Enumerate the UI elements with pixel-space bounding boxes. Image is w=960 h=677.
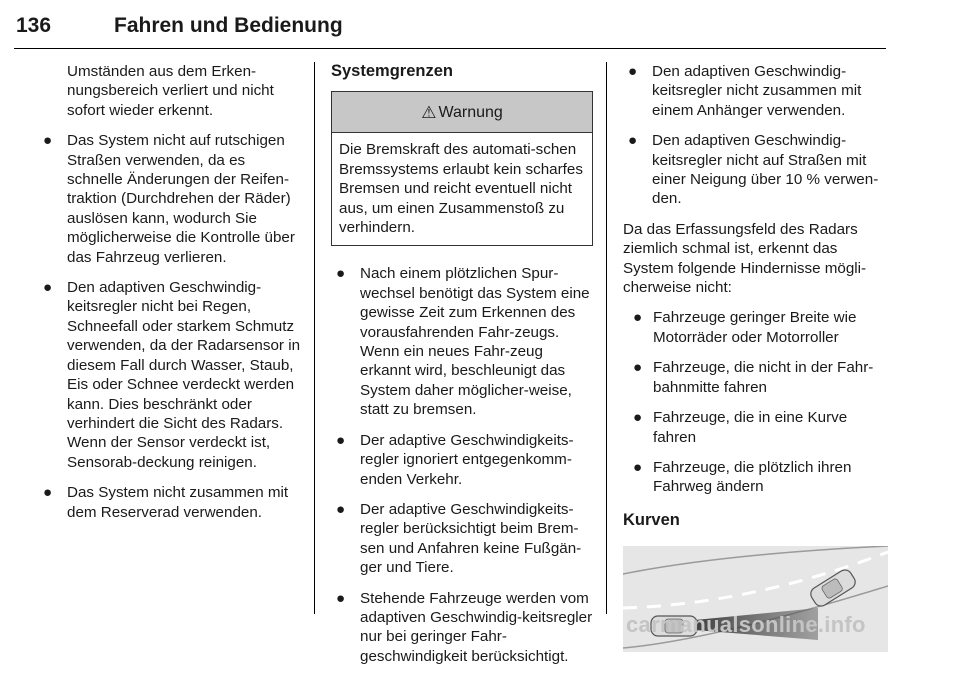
list-item-text: Fahrzeuge geringer Breite wie Motorräder oder Motorroller — [653, 309, 857, 346]
column-divider — [314, 62, 315, 614]
list-item — [38, 131, 300, 267]
bullet-icon: ● — [633, 458, 643, 476]
list-item-text: Den adaptiven Geschwindig-keitsregler nicht auf Straßen mit einer Neigung über 10 % verwen-den. — [652, 132, 879, 208]
list-item — [623, 308, 888, 347]
bullet-icon: ● — [43, 484, 53, 502]
warning-text: Die Bremskraft des automati-schen Bremssystems erlaubt kein scharfes Bremsen und reicht eventuell nicht aus, um einen Zusammenstoß zu verhindern. — [339, 141, 583, 237]
list-item-text: Fahrzeuge, die nicht in der Fahr-bahnmitte fahren — [653, 359, 874, 396]
bullet-icon: ● — [336, 500, 346, 518]
list-item — [331, 500, 593, 578]
section-heading: Kurven — [623, 510, 680, 529]
list-item — [331, 589, 593, 667]
bullet-list — [331, 264, 593, 666]
list-item-text: Der adaptive Geschwindigkeits-regler berücksichtigt beim Brem-sen und Anfahren keine Fußgän-ger und Tiere. — [360, 500, 582, 577]
list-item-text: Den adaptiven Geschwindig-keitsregler nicht zusammen mit einem Anhänger verwenden. — [652, 63, 862, 119]
list-item — [623, 408, 888, 447]
list-item-text: Der adaptive Geschwindigkeits-regler ignoriert entgegenkomm-enden Verkehr. — [360, 431, 574, 488]
page-header — [14, 8, 886, 49]
warning-title: Warnung — [438, 103, 503, 121]
list-item-text: Fahrzeuge, die plötzlich ihren Fahrweg ändern — [653, 458, 852, 496]
bullet-list — [38, 131, 300, 522]
list-item — [623, 62, 888, 120]
list-item — [331, 264, 593, 419]
list-item — [38, 278, 300, 472]
list-item — [623, 358, 888, 397]
list-item — [331, 431, 593, 489]
bullet-icon: ● — [336, 265, 346, 283]
bullet-icon: ● — [336, 431, 346, 449]
list-item-text: Fahrzeuge, die in eine Kurve fahren — [653, 409, 848, 446]
bullet-icon: ● — [633, 409, 643, 427]
column-3 — [623, 62, 888, 652]
warning-icon: ⚠ — [421, 102, 437, 122]
bullet-list — [623, 62, 888, 209]
bullet-icon: ● — [628, 63, 638, 80]
bullet-icon: ● — [628, 132, 638, 150]
section-heading: Systemgrenzen — [331, 62, 453, 80]
bullet-icon: ● — [43, 279, 53, 297]
list-item-text: Das System nicht auf rutschigen Straßen verwenden, da es schnelle Änderungen der Reifen-traktion (Durchdrehen der Räder) auslösen kann, wodurch Sie möglicherweise die Kontrolle über das Fahrzeug verlieren. — [67, 132, 295, 266]
list-item-text: Das System nicht zusammen mit dem Reserverad verwenden. — [67, 484, 289, 521]
watermark: carmanualsonline.info — [626, 612, 866, 637]
bullet-icon: ● — [43, 132, 53, 150]
list-item — [623, 458, 888, 497]
list-item — [38, 483, 300, 522]
bullet-icon: ● — [633, 309, 643, 327]
sub-bullet-list — [623, 308, 888, 496]
list-item-text: Den adaptiven Geschwindig-keitsregler nicht bei Regen, Schneefall oder starkem Schmutz verwenden, da der Radarsensor in diesem Fall durch Wasser, Staub, Eis oder Schnee verdeckt werden kann. Dies beschränkt oder verhindert die Sicht des Radars. Wenn der Sensor verdeckt ist, Sensorab-deckung reinigen. — [67, 279, 301, 471]
page-number: 136 — [16, 14, 52, 37]
list-item-text: Nach einem plötzlichen Spur-wechsel benötigt das System eine gewisse Zeit zum Erkennen des vorausfahrenden Fahr-zeugs. Wenn ein neues Fahr-zeug erkannt wird, beschleunigt das System daher möglicher-weise, statt zu bremsen. — [360, 265, 590, 419]
column-2 — [331, 62, 593, 677]
column-divider — [606, 62, 607, 614]
bullet-icon: ● — [336, 589, 346, 607]
column-1 — [38, 62, 300, 533]
page-title: Fahren und Bedienung — [114, 14, 343, 37]
warning-box — [331, 91, 593, 246]
list-item — [623, 131, 888, 209]
warning-header — [332, 92, 592, 133]
list-item-text: Stehende Fahrzeuge werden vom adaptiven Geschwindig-keitsregler nur bei geringer Fahr-geschwindigkeit berücksichtigt. — [360, 589, 593, 665]
continuation-text: Umständen aus dem Erken-nungsbereich verliert und nicht sofort wieder erkennt. — [67, 63, 274, 119]
body-paragraph: Da das Erfassungsfeld des Radars ziemlich schmal ist, erkennt das System folgende Hindernisse mögli-cherweise nicht: — [623, 220, 867, 297]
bullet-icon: ● — [633, 359, 643, 377]
